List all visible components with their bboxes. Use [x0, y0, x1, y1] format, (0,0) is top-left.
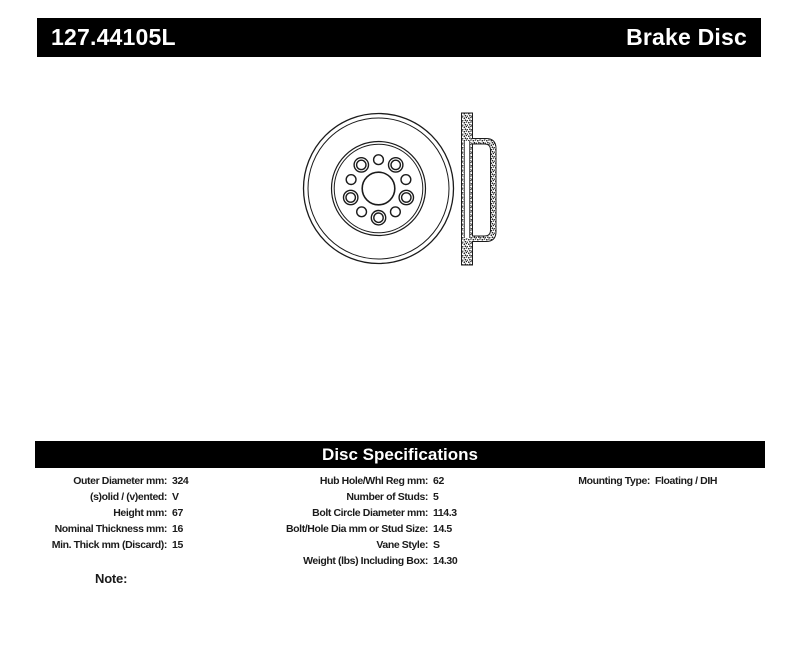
- spec-value: Floating / DIH: [655, 475, 718, 487]
- technical-drawing: [285, 90, 515, 280]
- spec-label: Outer Diameter mm:: [73, 475, 167, 487]
- spec-row-weight: [266, 553, 566, 569]
- stud-hole-inner: [374, 213, 383, 222]
- spec-label: Bolt Circle Diameter mm:: [312, 507, 428, 519]
- spec-value: 62: [433, 475, 444, 487]
- stud-hole-inner: [346, 193, 355, 202]
- stud-hole-inner: [357, 160, 366, 169]
- spec-column-left: [35, 473, 285, 553]
- spec-label: Nominal Thickness mm:: [54, 523, 167, 535]
- access-hole: [391, 207, 401, 217]
- hub-outer-circle: [332, 142, 426, 236]
- spec-row-solid-vented: [35, 489, 285, 505]
- access-hole: [346, 175, 356, 185]
- spec-label: (s)olid / (v)ented:: [90, 491, 167, 503]
- spec-value: 114.3: [433, 507, 457, 519]
- product-name: Brake Disc: [626, 24, 747, 50]
- spec-row-min-thickness: [35, 537, 285, 553]
- spec-row-bolt-hole-dia: [266, 521, 566, 537]
- spec-label: Hub Hole/Whl Reg mm:: [319, 475, 428, 487]
- spec-row-mounting-type: [558, 473, 770, 489]
- spec-value: 16: [172, 523, 183, 535]
- spec-value: 5: [433, 491, 439, 503]
- disc-friction-edge-circle: [308, 118, 449, 259]
- spec-label: Number of Studs:: [346, 491, 428, 503]
- spec-value: 14.5: [433, 523, 452, 535]
- brake-disc-front-view: [304, 114, 454, 264]
- spec-row-nominal-thickness: [35, 521, 285, 537]
- spec-value: 15: [172, 539, 183, 551]
- brake-disc-drawing-svg: [285, 90, 515, 280]
- spec-label: Min. Thick mm (Discard):: [51, 539, 167, 551]
- spec-label: Mounting Type:: [578, 475, 650, 487]
- spec-title-bar: [35, 441, 765, 468]
- note-label: Note:: [95, 571, 128, 586]
- spec-value: S: [433, 539, 440, 551]
- spec-row-vane-style: [266, 537, 566, 553]
- access-hole: [401, 175, 411, 185]
- spec-label: Bolt/Hole Dia mm or Stud Size:: [285, 523, 428, 535]
- spec-row-height: [35, 505, 285, 521]
- stud-hole-inner: [391, 160, 400, 169]
- center-hub-hole: [362, 172, 395, 205]
- part-number: 127.44105L: [51, 24, 176, 50]
- spec-row-number-of-studs: [266, 489, 566, 505]
- spec-value: 67: [172, 507, 183, 519]
- stud-holes: [344, 158, 414, 225]
- stud-hole-inner: [402, 193, 411, 202]
- access-holes: [346, 155, 411, 217]
- access-hole: [374, 155, 384, 165]
- spec-value: 324: [172, 475, 189, 487]
- spec-row-bolt-circle-diameter: [266, 505, 566, 521]
- spec-value: V: [172, 491, 179, 503]
- access-hole: [357, 207, 367, 217]
- spec-label: Weight (lbs) Including Box:: [303, 555, 428, 567]
- spec-column-right: [558, 473, 770, 489]
- hub-inner-circle: [334, 144, 423, 233]
- spec-value: 14.30: [433, 555, 458, 567]
- brake-disc-cross-section: [462, 113, 497, 265]
- spec-column-middle: [266, 473, 566, 569]
- cross-section-mount-face: [464, 141, 469, 238]
- header-bar: [37, 18, 761, 57]
- spec-row-outer-diameter: [35, 473, 285, 489]
- spec-label: Vane Style:: [376, 539, 428, 551]
- spec-title: Disc Specifications: [322, 444, 478, 464]
- spec-label: Height mm:: [113, 507, 167, 519]
- disc-outer-edge-circle: [304, 114, 454, 264]
- spec-row-hub-hole: [266, 473, 566, 489]
